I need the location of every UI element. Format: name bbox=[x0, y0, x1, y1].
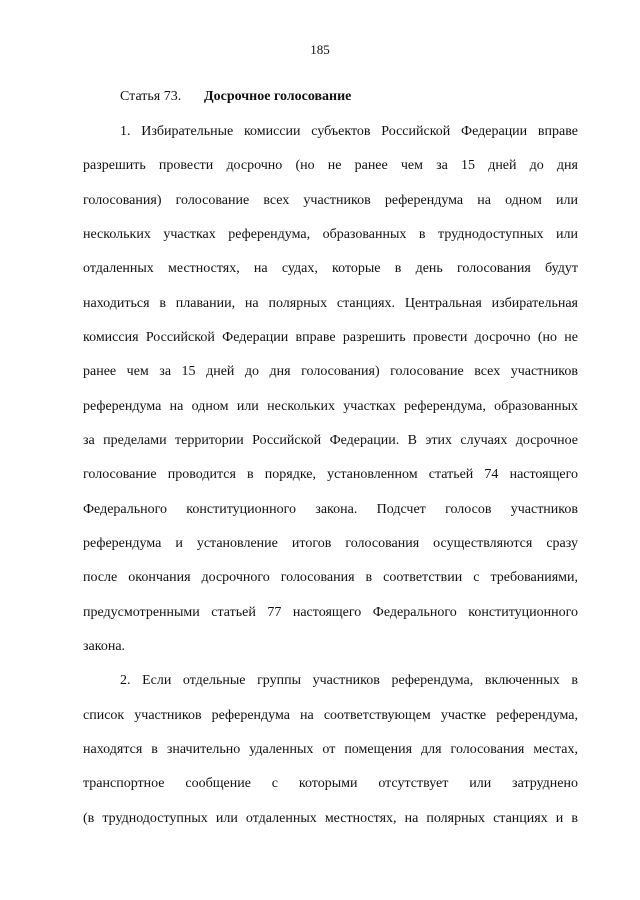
text-line: референдума на одном или нескольких участках референдума, образованных bbox=[83, 399, 578, 414]
page-number: 185 bbox=[310, 42, 330, 57]
text-line: за пределами территории Российской Федерации. В этих случаях досрочное bbox=[83, 433, 578, 448]
article-number: Статья 73. bbox=[120, 89, 182, 104]
text-line: голосование проводится в порядке, установленном статьей 74 настоящего bbox=[83, 467, 578, 482]
text-line: закона. bbox=[83, 639, 126, 654]
text-line: голосования) голосование всех участников референдума на одном или bbox=[83, 193, 578, 208]
article-title: Досрочное голосование bbox=[204, 89, 352, 104]
text-line: находятся в значительно удаленных от помещения для голосования местах, bbox=[83, 742, 578, 757]
text-line: предусмотренными статьей 77 настоящего Федерального конституционного bbox=[83, 605, 578, 620]
text-line: нескольких участках референдума, образованных в труднодоступных или bbox=[83, 227, 578, 242]
text-line: транспортное сообщение с которыми отсутствует или затруднено bbox=[83, 776, 578, 791]
text-line: референдума и установление итогов голосования осуществляются сразу bbox=[83, 536, 578, 551]
text-line: после окончания досрочного голосования в соответствии с требованиями, bbox=[83, 570, 578, 585]
text-line: ранее чем за 15 дней до дня голосования) голосование всех участников bbox=[83, 364, 578, 379]
text-line: список участников референдума на соответствующем участке референдума, bbox=[83, 708, 578, 723]
text-line: (в труднодоступных или отдаленных местностях, на полярных станциях и в bbox=[83, 811, 578, 826]
article-heading bbox=[120, 89, 351, 105]
text-line: комиссия Российской Федерации вправе разрешить провести досрочно (но не bbox=[83, 330, 578, 345]
text-line: находиться в плавании, на полярных станциях. Центральная избирательная bbox=[83, 296, 578, 311]
text-line: отдаленных местностях, на судах, которые в день голосования будут bbox=[83, 261, 578, 276]
text-line: Федерального конституционного закона. Подсчет голосов участников bbox=[83, 502, 578, 517]
text-line: 2. Если отдельные группы участников референдума, включенных в bbox=[120, 673, 578, 688]
text-line: 1. Избирательные комиссии субъектов Российской Федерации вправе bbox=[120, 124, 578, 139]
text-line: разрешить провести досрочно (но не ранее чем за 15 дней до дня bbox=[83, 158, 578, 173]
